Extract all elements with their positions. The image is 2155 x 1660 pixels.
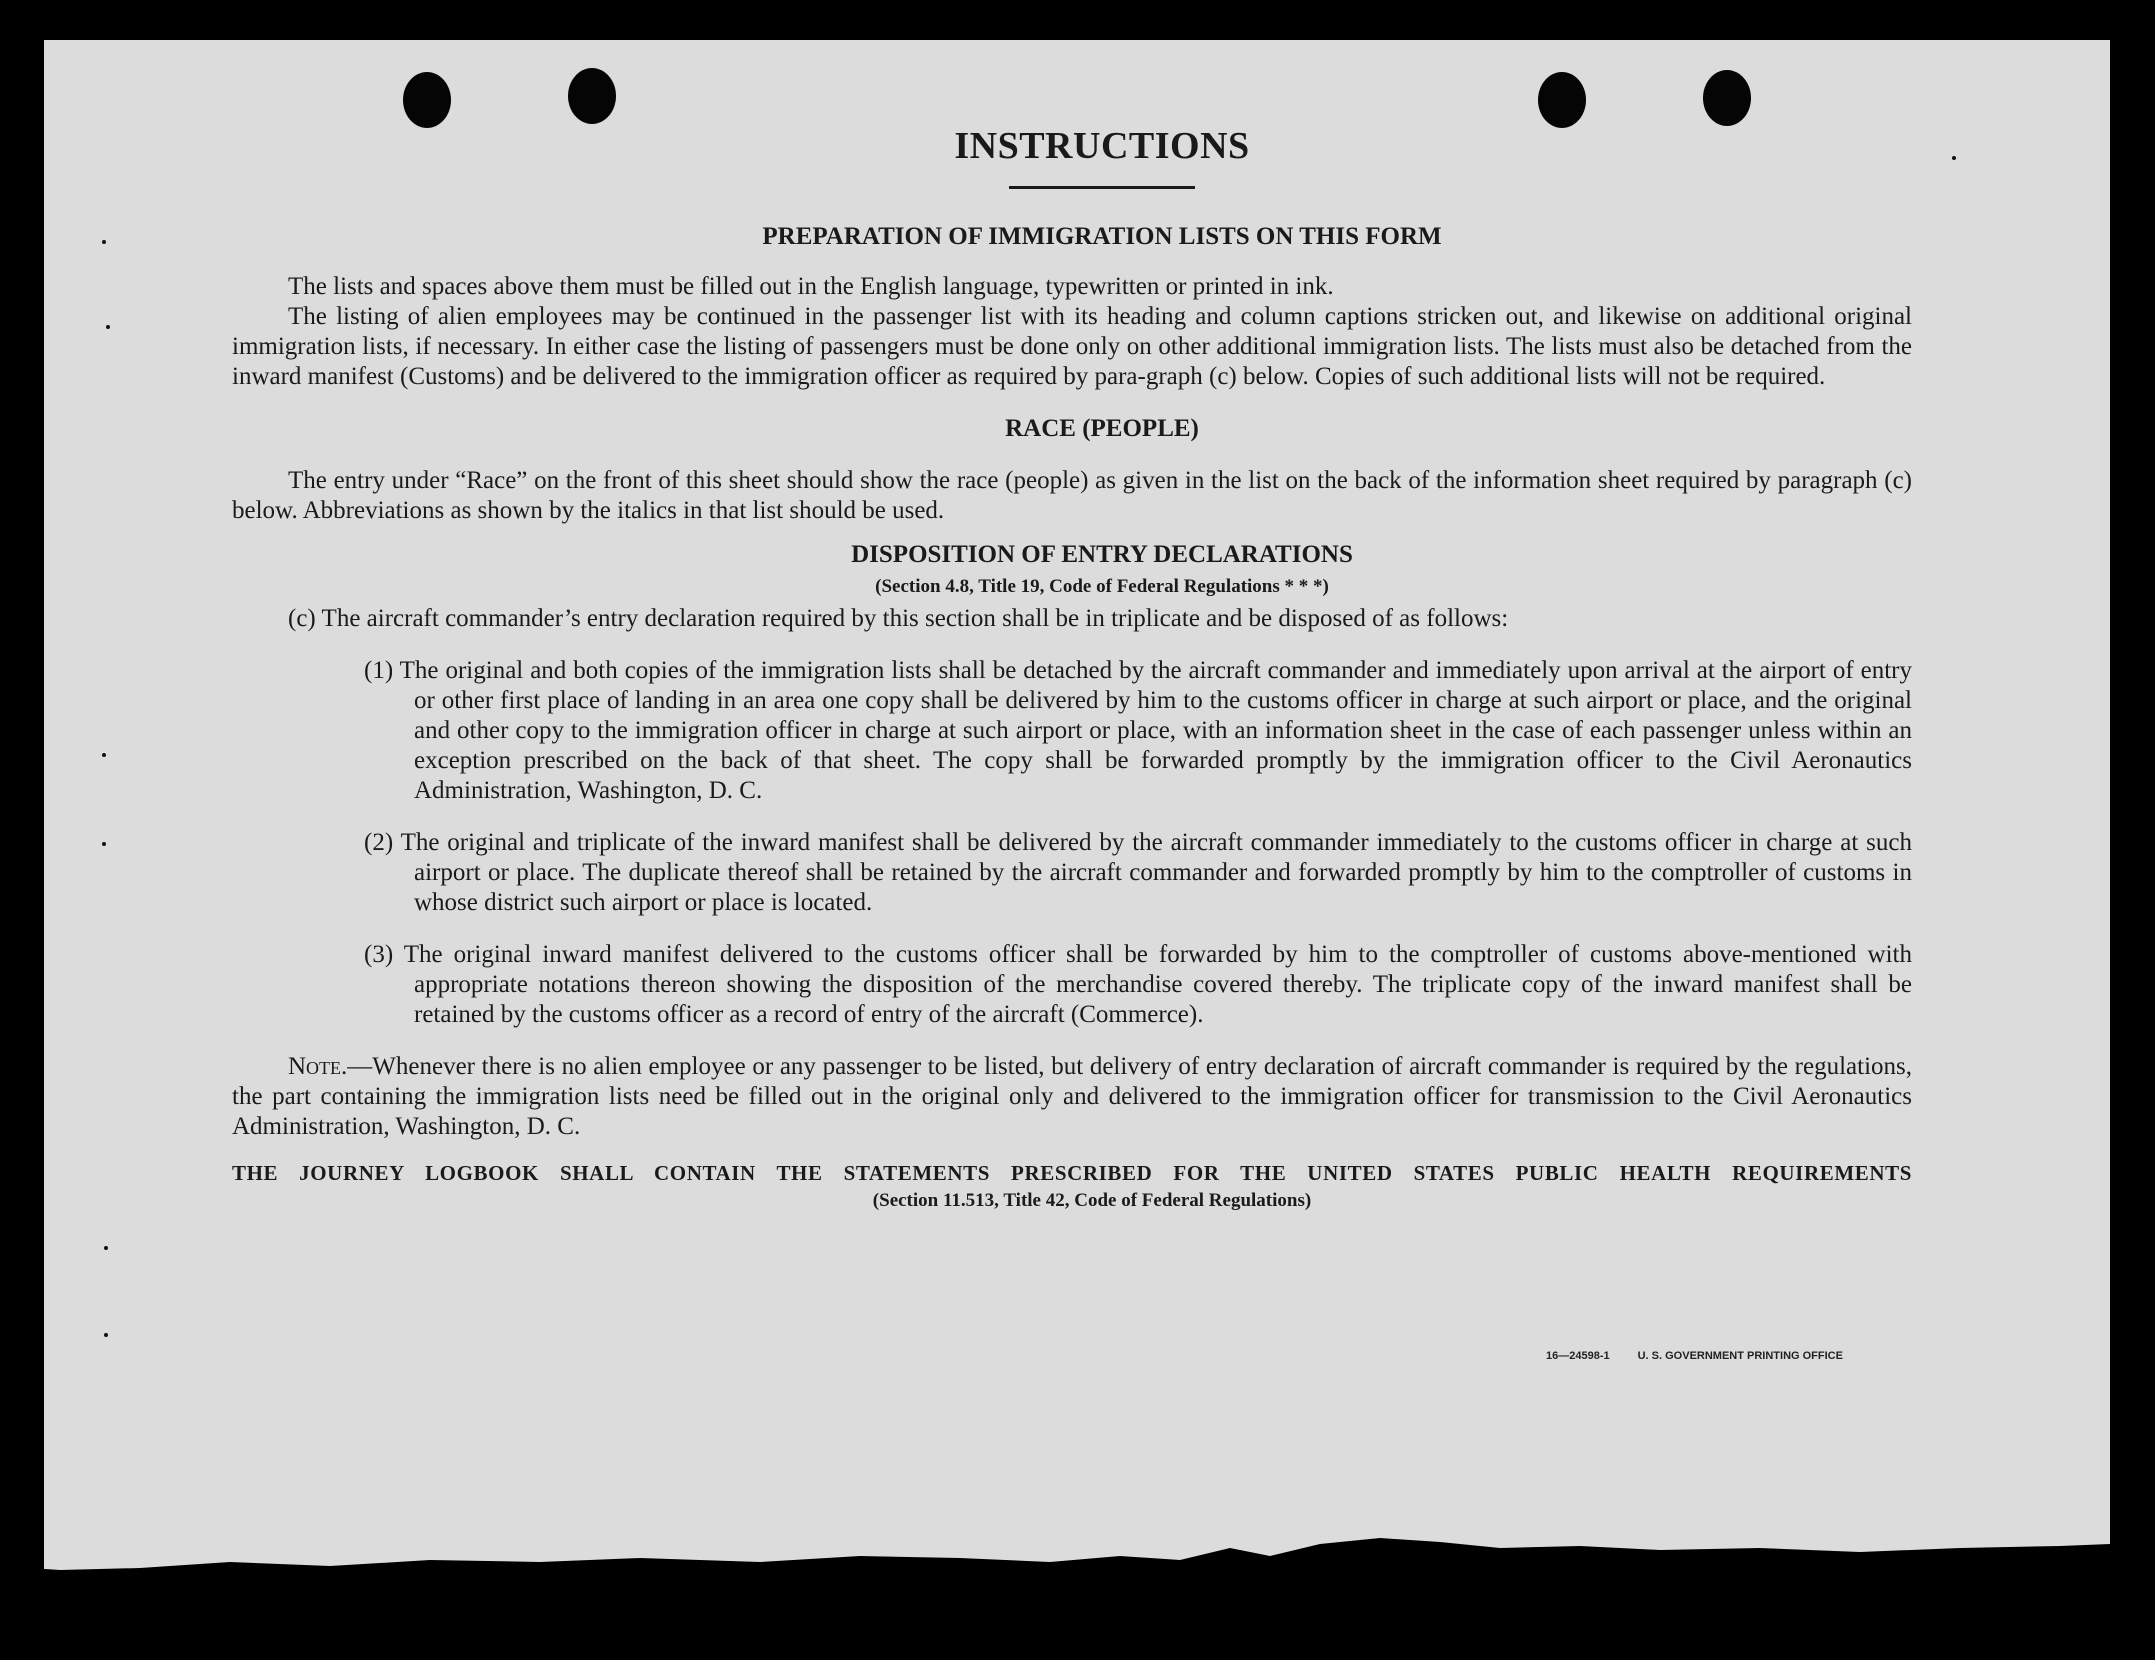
note-paragraph xyxy=(232,1052,1912,1142)
disposition-item: (3) The original inward manifest delivered to the customs officer shall be forwarded by him to the comptroller of customs above-mentioned with appropriate notations thereon showing the disposition of the merchandise covered thereby. The triplicate copy of the inward manifest shall be retained by the customs officer as a record of entry of the aircraft (Commerce). xyxy=(364,941,1912,1028)
race-heading: RACE (PEOPLE) xyxy=(1005,415,1199,442)
preparation-paragraph: The lists and spaces above them must be filled out in the English language, typewritten or printed in ink. xyxy=(288,273,1334,300)
page-title: INSTRUCTIONS xyxy=(954,125,1250,167)
disposition-heading: DISPOSITION OF ENTRY DECLARATIONS xyxy=(851,541,1353,568)
printer-imprint xyxy=(1546,1350,1843,1362)
speck xyxy=(102,240,106,244)
speck xyxy=(104,1333,108,1337)
logbook-subheading: (Section 11.513, Title 42, Code of Federal Regulations) xyxy=(872,1190,1312,1211)
speck xyxy=(1952,156,1956,160)
speck xyxy=(104,1246,108,1250)
preparation-paragraph: The listing of alien employees may be continued in the passenger list with its heading and column captions stricken out, and likewise on additional original immigration lists, if necessary. In either case the listing of passengers must be done only on other additional immigration lists. The lists must also be detached from the inward manifest (Customs) and be delivered to the immigration officer as required by para-graph (c) below. Copies of such additional lists will not be required. xyxy=(232,303,1912,390)
speck xyxy=(102,842,106,846)
disposition-item: (2) The original and triplicate of the inward manifest shall be delivered by the aircraft commander immediately to the customs officer in charge at such airport or place. The duplicate thereof shall be retained by the aircraft commander and forwarded promptly by him to the comptroller of customs in whose district such airport or place is located. xyxy=(364,829,1912,916)
title-rule xyxy=(1009,186,1195,189)
form-number: 16—24598-1 xyxy=(1546,1350,1610,1362)
speck xyxy=(106,325,110,329)
preparation-heading: PREPARATION OF IMMIGRATION LISTS ON THIS FORM xyxy=(762,223,1442,250)
printer-name: U. S. GOVERNMENT PRINTING OFFICE xyxy=(1637,1350,1843,1362)
logbook-statement: THE JOURNEY LOGBOOK SHALL CONTAIN THE STATEMENTS PRESCRIBED FOR THE UNITED STATES PUBLIC HEALTH REQUIREMENTS xyxy=(232,1161,1912,1185)
instructions-content xyxy=(232,116,1912,1214)
disposition-intro: (c) The aircraft commander’s entry declaration required by this section shall be in triplicate and be disposed of as follows: xyxy=(288,605,1509,632)
disposition-subheading: (Section 4.8, Title 19, Code of Federal Regulations * * *) xyxy=(875,576,1329,597)
note-label: Note. xyxy=(288,1053,348,1080)
note-text: —Whenever there is no alien employee or any passenger to be listed, but delivery of entry declaration of aircraft commander is required by the regulations, the part containing the immigration lists need be filled out in the original only and delivered to the immigration officer for transmission to the Civil Aeronautics Administration, Washington, D. C. xyxy=(232,1053,1912,1140)
speck xyxy=(102,753,106,757)
disposition-item: (1) The original and both copies of the immigration lists shall be detached by the aircraft commander and immediately upon arrival at the airport of entry or other first place of landing in an area one copy shall be delivered by him to the customs officer in charge at such airport or place, and the original and other copy to the immigration officer in charge at such airport or place, with an information sheet in the case of each passenger unless within an exception prescribed on the back of that sheet. The copy shall be forwarded promptly by the immigration officer to the Civil Aeronautics Administration, Washington, D. C. xyxy=(364,657,1912,804)
race-paragraph: The entry under “Race” on the front of this sheet should show the race (people) as given in the list on the back of the information sheet required by paragraph (c) below. Abbreviations as shown by the italics in that list should be used. xyxy=(232,467,1912,524)
